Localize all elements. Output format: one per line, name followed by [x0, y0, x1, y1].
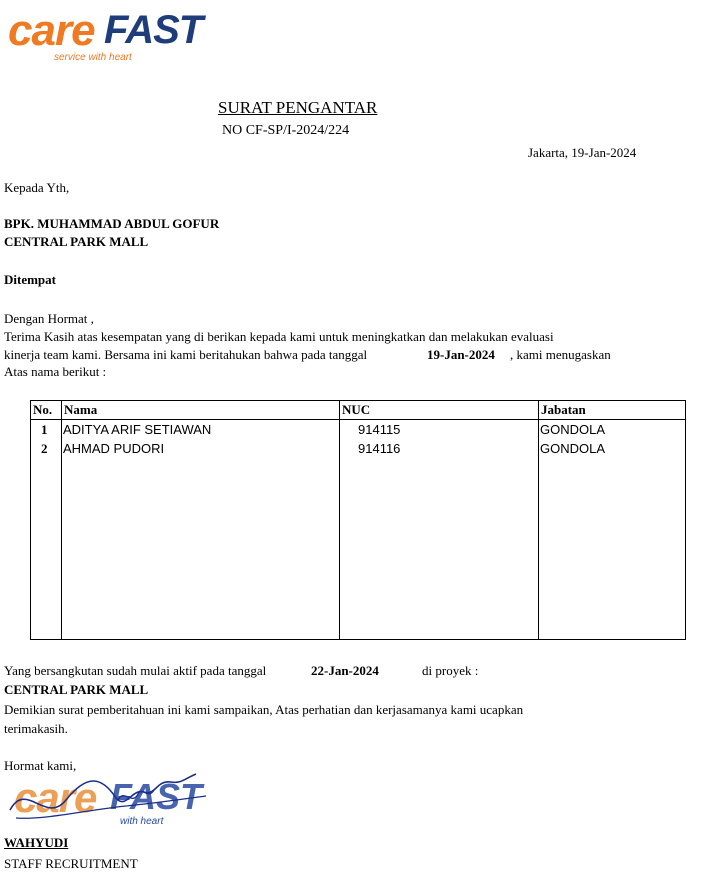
- stamp-fast-text: FAST: [110, 776, 203, 817]
- header-divider: [31, 419, 685, 420]
- letter-number: NO CF-SP/I-2024/224: [222, 123, 350, 138]
- project-name: CENTRAL PARK MALL: [4, 682, 149, 697]
- assignment-date: 19-Jan-2024: [427, 347, 495, 362]
- active-text: Yang bersangkutan sudah mulai aktif pada tanggal: [4, 663, 267, 678]
- body-line-2-end: , kami menugaskan: [510, 347, 611, 362]
- personnel-table: [30, 400, 686, 640]
- closing-line-1: Demikian surat pemberitahuan ini kami sampaikan, Atas perhatian dan kerjasamanya kami ucapkan: [4, 702, 524, 717]
- header-nuc: NUC: [342, 402, 371, 417]
- signature-stamp: [6, 770, 226, 832]
- stamp-care-text: care: [14, 774, 97, 821]
- salutation: Dengan Hormat ,: [4, 311, 94, 326]
- row-nuc: 914116: [358, 441, 401, 456]
- recipient-company: CENTRAL PARK MALL: [4, 234, 149, 249]
- signatory-name: WAHYUDI: [4, 835, 69, 850]
- stamp-tagline: with heart: [120, 816, 164, 827]
- closing-line-2: terimakasih.: [4, 721, 68, 736]
- body-line-2: kinerja team kami. Bersama ini kami beritahukan bahwa pada tanggal: [4, 347, 368, 362]
- logo-fast-text: FAST: [104, 8, 203, 52]
- row-no: 2: [41, 441, 48, 456]
- column-divider: [61, 401, 62, 639]
- header-nama: Nama: [64, 402, 98, 417]
- recipient-greeting: Kepada Yth,: [4, 180, 70, 195]
- row-nama: ADITYA ARIF SETIAWAN: [63, 422, 212, 437]
- regards: Hormat kami,: [4, 758, 77, 773]
- header-jabatan: Jabatan: [541, 402, 586, 417]
- letter-title: SURAT PENGANTAR: [218, 98, 378, 117]
- column-divider: [538, 401, 539, 639]
- logo-care-text: care: [8, 6, 95, 55]
- project-text: di proyek :: [422, 663, 479, 678]
- row-nuc: 914115: [358, 422, 401, 437]
- row-jabatan: GONDOLA: [540, 422, 606, 437]
- handwritten-signature: [6, 770, 226, 832]
- body-line-3: Atas nama berikut :: [4, 364, 107, 379]
- row-jabatan: GONDOLA: [540, 441, 606, 456]
- body-line-1: Terima Kasih atas kesempatan yang di berikan kepada kami untuk meningkatkan dan melakukan evaluasi: [4, 329, 554, 344]
- active-date: 22-Jan-2024: [311, 663, 379, 678]
- place-date: Jakarta, 19-Jan-2024: [528, 145, 637, 160]
- column-divider: [339, 401, 340, 639]
- logo-tagline: service with heart: [54, 52, 132, 63]
- signatory-position: STAFF RECRUITMENT: [4, 856, 138, 871]
- company-logo: [8, 6, 203, 66]
- recipient-name: BPK. MUHAMMAD ABDUL GOFUR: [4, 216, 220, 231]
- row-nama: AHMAD PUDORI: [63, 441, 165, 456]
- header-no: No.: [33, 402, 53, 417]
- row-no: 1: [41, 422, 48, 437]
- recipient-location: Ditempat: [4, 272, 56, 287]
